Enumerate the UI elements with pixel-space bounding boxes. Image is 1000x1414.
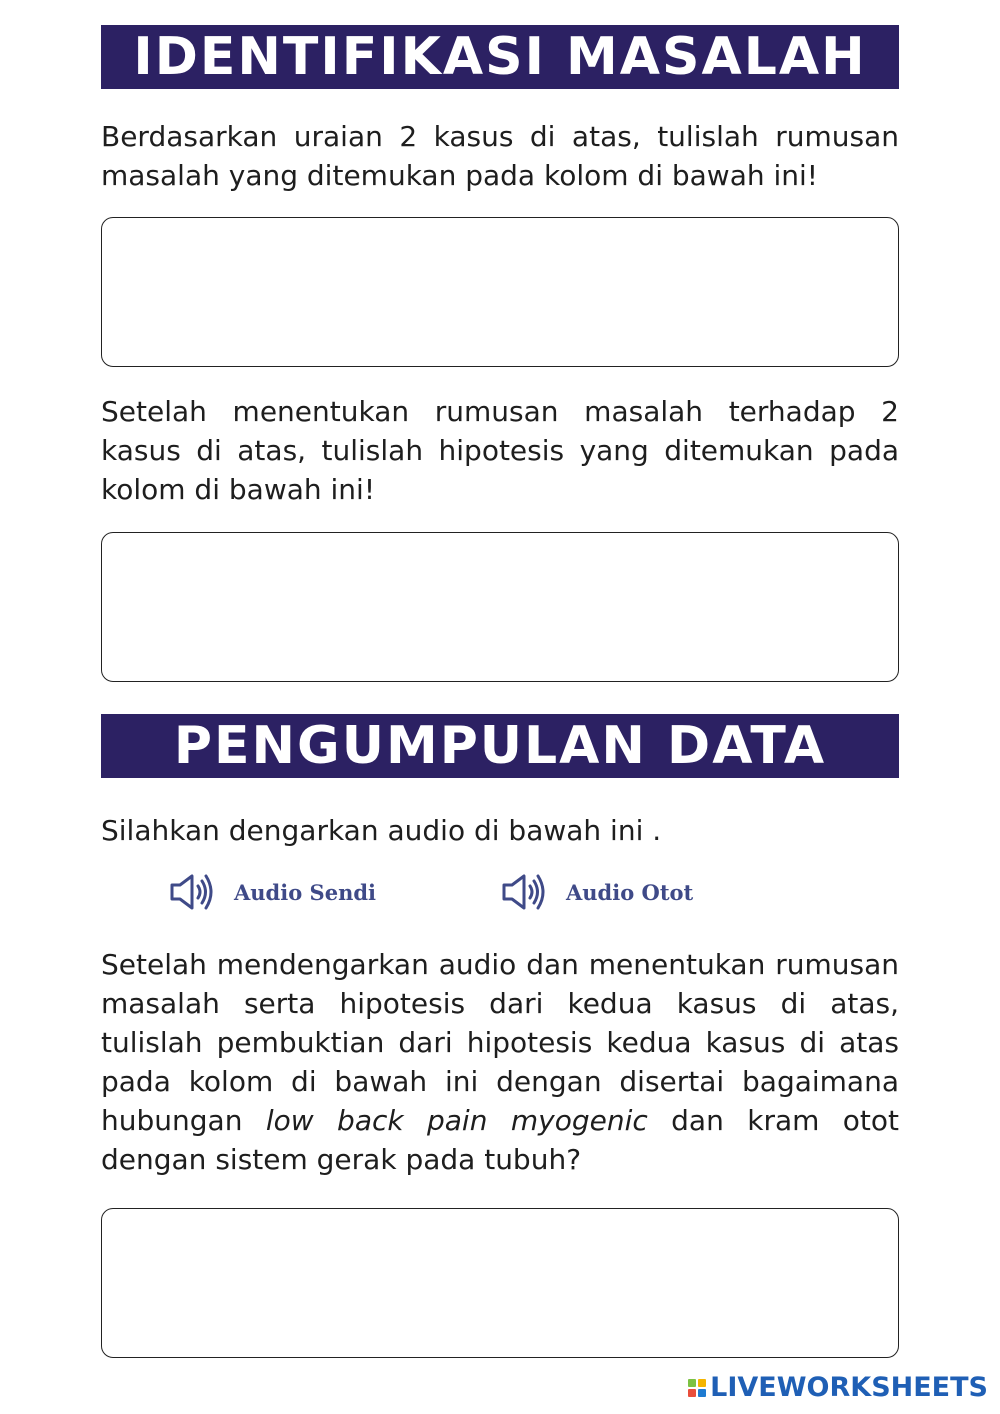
- section-title: PENGUMPULAN DATA: [173, 716, 827, 776]
- audio-instruction: Silahkan dengarkan audio di bawah ini .: [101, 814, 662, 847]
- question-hipotesis: Setelah menentukan rumusan masalah terhadap 2 kasus di atas, tulislah hipotesis yang ditemukan pada kolom di bawah ini!: [101, 395, 899, 506]
- answer-input-hipotesis[interactable]: [102, 533, 898, 681]
- question-pembuktian-text: Setelah mendengarkan audio dan menentukan rumusan masalah serta hipotesis dari kedua kasus di atas, tulislah pembuktian dari hipotesis kedua kasus di atas pada kolom di bawah ini dengan disertai bagaimana hubungan: [101, 948, 899, 1137]
- liveworksheets-logo: [688, 1372, 988, 1403]
- answer-box-pembuktian[interactable]: [101, 1208, 899, 1358]
- question-pembuktian-text-end: dan kram otot dengan sistem gerak pada tubuh?: [101, 1104, 900, 1176]
- answer-input-pembuktian[interactable]: [102, 1209, 898, 1357]
- section-banner-identifikasi: [101, 25, 899, 89]
- speaker-icon: [500, 872, 546, 912]
- answer-box-hipotesis[interactable]: [101, 532, 899, 682]
- audio-otot-label: Audio Otot: [566, 879, 694, 905]
- section-title: IDENTIFIKASI MASALAH: [133, 27, 867, 87]
- logo-text: LIVEWORKSHEETS: [710, 1372, 988, 1403]
- audio-otot-button[interactable]: [500, 872, 693, 912]
- section-banner-pengumpulan: [101, 714, 899, 778]
- answer-input-rumusan-masalah[interactable]: [102, 218, 898, 366]
- speaker-icon: [168, 872, 214, 912]
- question-pembuktian: [101, 945, 899, 1179]
- answer-box-rumusan-masalah[interactable]: [101, 217, 899, 367]
- logo-mark-icon: [688, 1379, 706, 1397]
- question-rumusan-masalah: Berdasarkan uraian 2 kasus di atas, tulislah rumusan masalah yang ditemukan pada kolom di bawah ini!: [101, 120, 899, 192]
- question-pembuktian-emphasis: low back pain myogenic: [265, 1104, 648, 1137]
- audio-sendi-label: Audio Sendi: [234, 879, 376, 905]
- audio-sendi-button[interactable]: [168, 872, 376, 912]
